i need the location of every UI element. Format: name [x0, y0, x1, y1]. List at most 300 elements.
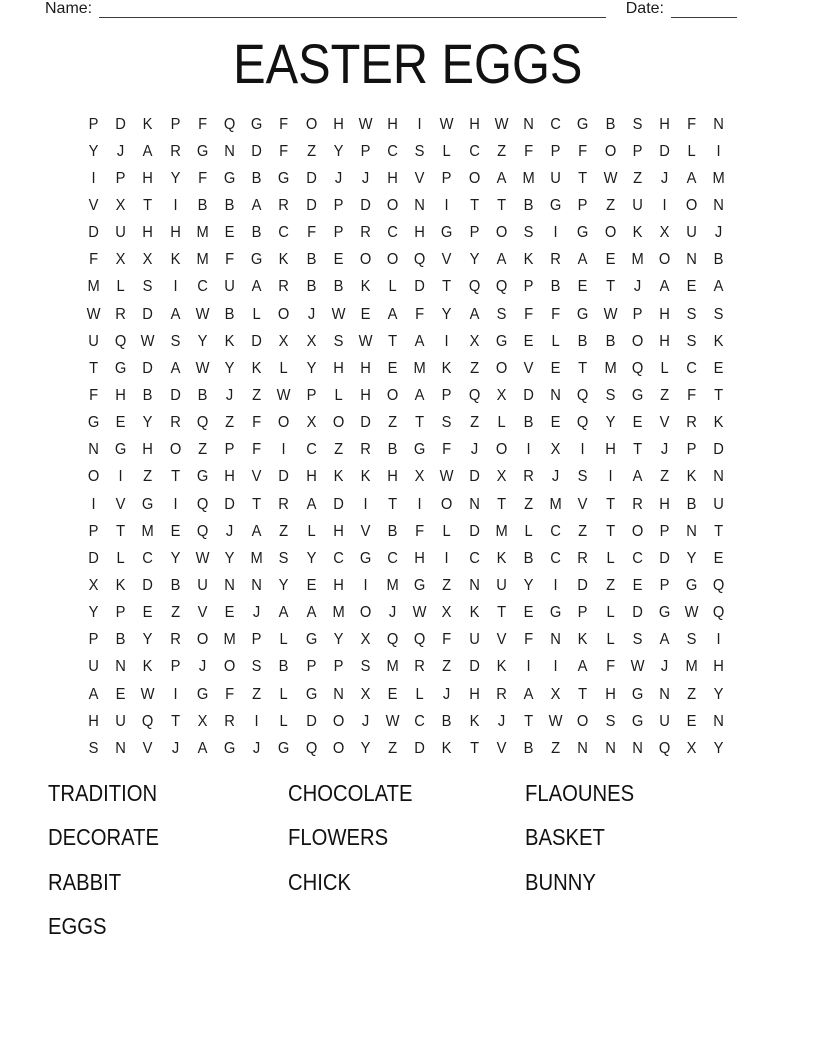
grid-letter: J: [334, 169, 342, 187]
grid-letter: Y: [333, 631, 344, 649]
grid-letter: Y: [278, 576, 289, 594]
grid-letter: F: [197, 169, 207, 187]
grid-letter: T: [388, 332, 398, 350]
grid-letter: G: [196, 468, 209, 486]
grid-letter: T: [524, 712, 534, 730]
grid-letter: D: [224, 495, 235, 513]
grid-letter: W: [195, 549, 210, 567]
grid-letter: B: [197, 386, 208, 404]
grid-letter: B: [713, 251, 724, 269]
grid-letter: V: [251, 468, 262, 486]
grid-letter: T: [578, 685, 588, 703]
grid-letter: J: [715, 224, 723, 242]
grid-letter: R: [577, 549, 589, 567]
grid-letter: N: [713, 115, 725, 133]
grid-letter: K: [632, 224, 643, 242]
grid-letter: J: [497, 712, 506, 730]
grid-letter: H: [659, 115, 670, 133]
grid-letter: X: [496, 386, 507, 404]
grid-letter: Y: [224, 549, 235, 567]
grid-letter: P: [333, 196, 344, 214]
grid-letter: S: [442, 414, 452, 432]
grid-letter: A: [659, 631, 670, 649]
grid-letter: D: [305, 196, 317, 214]
grid-letter: M: [522, 169, 535, 187]
grid-letter: Z: [469, 359, 479, 377]
grid-letter: T: [442, 278, 452, 296]
grid-letter: G: [250, 251, 263, 269]
grid-letter: Y: [713, 739, 724, 757]
grid-letter: F: [415, 522, 425, 540]
word-list-item: BASKET: [525, 824, 605, 851]
grid-letter: R: [360, 441, 371, 459]
grid-letter: I: [254, 712, 259, 730]
grid-letter: L: [116, 278, 125, 296]
grid-letter: Y: [143, 631, 153, 649]
grid-letter: T: [469, 196, 479, 214]
grid-letter: T: [632, 441, 642, 459]
grid-letter: T: [388, 495, 398, 513]
grid-letter: N: [604, 739, 616, 757]
grid-letter: R: [496, 685, 507, 703]
grid-letter: M: [223, 631, 236, 649]
grid-letter: E: [387, 685, 398, 703]
grid-letter: N: [632, 739, 643, 757]
grid-letter: J: [253, 604, 261, 622]
grid-letter: V: [496, 739, 507, 757]
grid-letter: U: [468, 631, 480, 649]
grid-letter: H: [332, 115, 344, 133]
grid-letter: A: [251, 196, 262, 214]
grid-letter: W: [358, 332, 373, 350]
grid-letter: A: [632, 468, 643, 486]
grid-letter: N: [251, 576, 263, 594]
grid-letter: H: [604, 441, 616, 459]
grid-letter: T: [252, 495, 262, 513]
grid-letter: A: [170, 305, 181, 323]
grid-letter: B: [387, 522, 398, 540]
grid-letter: Y: [88, 142, 99, 160]
grid-letter: J: [253, 739, 261, 757]
grid-letter: U: [659, 712, 670, 730]
grid-letter: D: [251, 142, 263, 160]
grid-letter: X: [360, 631, 371, 649]
grid-letter: P: [306, 386, 316, 404]
grid-letter: L: [687, 142, 696, 160]
grid-letter: L: [497, 414, 506, 432]
grid-letter: N: [577, 739, 589, 757]
grid-letter: R: [278, 495, 290, 513]
grid-letter: S: [686, 305, 697, 323]
grid-letter: O: [468, 169, 480, 187]
grid-letter: K: [143, 115, 153, 133]
grid-letter: G: [631, 685, 644, 703]
grid-letter: R: [632, 495, 643, 513]
grid-letter: J: [660, 169, 669, 187]
grid-letter: H: [305, 468, 317, 486]
grid-letter: D: [468, 658, 480, 676]
grid-letter: R: [278, 278, 290, 296]
grid-letter: Z: [333, 441, 343, 459]
grid-letter: I: [608, 468, 613, 486]
grid-letter: H: [332, 522, 344, 540]
grid-letter: J: [470, 441, 478, 459]
grid-letter: N: [659, 685, 670, 703]
grid-letter: W: [141, 332, 155, 350]
date-label: Date:: [625, 0, 664, 17]
grid-letter: I: [173, 495, 178, 513]
grid-letter: T: [605, 522, 615, 540]
word-list-item: BUNNY: [525, 868, 596, 895]
grid-letter: B: [605, 115, 616, 133]
name-label: Name:: [45, 0, 93, 17]
grid-letter: O: [495, 441, 508, 459]
grid-letter: O: [495, 359, 508, 377]
grid-letter: I: [526, 441, 531, 459]
grid-letter: Z: [225, 414, 235, 432]
grid-letter: B: [170, 576, 181, 594]
grid-letter: X: [686, 739, 697, 757]
grid-letter: L: [388, 278, 397, 296]
grid-letter: E: [550, 359, 561, 377]
grid-letter: M: [495, 522, 508, 540]
grid-letter: P: [170, 658, 181, 676]
grid-letter: I: [118, 468, 123, 486]
grid-letter: E: [632, 414, 643, 432]
grid-letter: E: [605, 251, 616, 269]
grid-letter: F: [197, 115, 207, 133]
grid-letter: Q: [196, 495, 209, 513]
grid-letter: Y: [306, 549, 316, 567]
grid-letter: S: [632, 631, 643, 649]
grid-letter: G: [87, 414, 100, 432]
grid-letter: D: [142, 576, 154, 594]
grid-letter: O: [604, 224, 616, 242]
grid-letter: X: [469, 332, 480, 350]
grid-letter: P: [659, 522, 670, 540]
grid-letter: P: [224, 441, 235, 459]
grid-letter: Q: [223, 115, 236, 133]
grid-letter: M: [196, 224, 209, 242]
grid-letter: F: [252, 441, 262, 459]
grid-letter: P: [360, 142, 371, 160]
grid-letter: F: [225, 685, 235, 703]
grid-letter: W: [331, 305, 346, 323]
grid-letter: W: [440, 468, 454, 486]
grid-letter: R: [360, 224, 371, 242]
grid-letter: J: [552, 468, 560, 486]
grid-letter: A: [578, 251, 588, 269]
grid-letter: K: [442, 739, 452, 757]
grid-letter: G: [685, 576, 698, 594]
grid-letter: P: [333, 224, 344, 242]
grid-letter: N: [115, 739, 127, 757]
grid-letter: K: [713, 414, 724, 432]
grid-letter: W: [141, 685, 155, 703]
grid-letter: F: [225, 251, 235, 269]
grid-letter: X: [550, 441, 561, 459]
grid-letter: D: [360, 196, 371, 214]
grid-letter: G: [550, 604, 562, 622]
word-list-item: EGGS: [48, 913, 107, 940]
grid-letter: S: [605, 712, 616, 730]
grid-letter: S: [686, 332, 697, 350]
grid-letter: C: [468, 142, 480, 160]
grid-letter: P: [251, 631, 262, 649]
grid-letter: N: [88, 441, 99, 459]
grid-letter: D: [88, 549, 99, 567]
grid-letter: G: [196, 685, 209, 703]
grid-letter: Y: [523, 576, 534, 594]
grid-letter: C: [468, 549, 480, 567]
grid-letter: C: [197, 278, 208, 296]
grid-letter: N: [713, 712, 725, 730]
grid-letter: P: [469, 224, 480, 242]
grid-letter: P: [333, 658, 344, 676]
grid-letter: H: [169, 224, 181, 242]
grid-letter: R: [169, 142, 181, 160]
grid-letter: F: [306, 224, 316, 242]
grid-letter: T: [143, 196, 153, 214]
grid-letter: Z: [687, 685, 697, 703]
grid-letter: A: [686, 169, 697, 187]
grid-letter: Z: [388, 414, 398, 432]
grid-letter: L: [279, 359, 289, 377]
grid-letter: R: [278, 196, 290, 214]
grid-letter: K: [115, 576, 126, 594]
grid-letter: C: [387, 549, 398, 567]
grid-letter: Z: [578, 522, 588, 540]
grid-letter: E: [170, 522, 181, 540]
grid-letter: C: [387, 224, 398, 242]
grid-letter: Z: [170, 604, 180, 622]
grid-letter: D: [169, 386, 181, 404]
grid-letter: Z: [660, 386, 670, 404]
grid-letter: Z: [605, 196, 615, 214]
grid-letter: T: [578, 359, 588, 377]
grid-letter: M: [386, 658, 399, 676]
grid-letter: V: [414, 169, 425, 187]
grid-letter: T: [89, 359, 99, 377]
grid-letter: F: [605, 658, 615, 676]
grid-letter: M: [250, 549, 263, 567]
grid-letter: D: [278, 468, 290, 486]
grid-letter: K: [360, 468, 371, 486]
grid-letter: J: [388, 604, 397, 622]
grid-letter: Q: [196, 522, 209, 540]
grid-letter: O: [359, 604, 372, 622]
grid-letter: P: [442, 169, 452, 187]
grid-letter: Z: [496, 142, 506, 160]
grid-letter: Q: [468, 278, 480, 296]
grid-letter: P: [306, 658, 316, 676]
grid-letter: Z: [524, 495, 534, 513]
grid-letter: Y: [143, 414, 153, 432]
grid-letter: I: [553, 224, 558, 242]
grid-letter: Z: [632, 169, 642, 187]
grid-letter: C: [305, 441, 317, 459]
grid-letter: U: [550, 169, 562, 187]
grid-letter: P: [442, 386, 452, 404]
grid-letter: E: [143, 604, 153, 622]
grid-letter: O: [631, 332, 644, 350]
word-list-item: RABBIT: [48, 868, 122, 895]
grid-letter: A: [278, 604, 289, 622]
grid-letter: B: [523, 549, 534, 567]
grid-letter: F: [89, 251, 99, 269]
grid-letter: B: [686, 495, 697, 513]
grid-letter: P: [115, 604, 126, 622]
grid-letter: P: [88, 631, 99, 649]
grid-letter: A: [713, 278, 724, 296]
grid-letter: B: [224, 196, 235, 214]
grid-letter: Y: [333, 142, 344, 160]
grid-letter: U: [686, 224, 698, 242]
grid-letter: N: [468, 495, 480, 513]
grid-letter: W: [195, 305, 210, 323]
grid-letter: W: [494, 115, 509, 133]
grid-letter: X: [278, 332, 289, 350]
grid-letter: Z: [306, 142, 316, 160]
grid-letter: I: [444, 332, 450, 350]
grid-letter: F: [442, 441, 452, 459]
grid-letter: T: [605, 495, 615, 513]
grid-letter: U: [88, 658, 99, 676]
grid-letter: K: [251, 359, 262, 377]
grid-letter: S: [170, 332, 181, 350]
grid-letter: L: [279, 712, 289, 730]
grid-letter: D: [142, 359, 154, 377]
grid-letter: U: [713, 495, 725, 513]
grid-letter: M: [604, 359, 617, 377]
grid-letter: O: [305, 115, 317, 133]
grid-letter: S: [278, 549, 289, 567]
grid-letter: S: [414, 142, 425, 160]
grid-letter: Z: [469, 414, 479, 432]
grid-letter: X: [115, 196, 126, 214]
grid-letter: O: [577, 712, 589, 730]
grid-letter: S: [496, 305, 507, 323]
grid-letter: D: [468, 522, 480, 540]
grid-letter: I: [173, 278, 178, 296]
grid-letter: G: [577, 305, 589, 323]
grid-letter: I: [173, 196, 178, 214]
grid-letter: T: [415, 414, 425, 432]
grid-letter: L: [279, 685, 289, 703]
grid-letter: O: [87, 468, 100, 486]
grid-letter: Y: [170, 169, 181, 187]
grid-letter: P: [578, 604, 588, 622]
grid-letter: N: [224, 142, 235, 160]
grid-letter: X: [360, 685, 371, 703]
grid-letter: E: [224, 224, 235, 242]
grid-letter: I: [91, 495, 96, 513]
grid-letter: Y: [686, 549, 697, 567]
grid-letter: Y: [88, 604, 99, 622]
grid-letter: R: [550, 251, 562, 269]
grid-letter: S: [578, 468, 588, 486]
grid-letter: I: [417, 115, 422, 133]
grid-letter: W: [603, 305, 618, 323]
grid-letter: V: [523, 359, 534, 377]
grid-letter: C: [387, 142, 398, 160]
grid-letter: J: [660, 441, 669, 459]
grid-letter: K: [469, 712, 480, 730]
grid-letter: X: [306, 414, 316, 432]
grid-letter: P: [88, 522, 99, 540]
grid-letter: U: [224, 278, 235, 296]
grid-letter: H: [332, 576, 344, 594]
grid-letter: N: [713, 468, 725, 486]
word-list-item: DECORATE: [48, 824, 159, 851]
grid-letter: P: [632, 305, 643, 323]
grid-letter: F: [687, 386, 697, 404]
grid-letter: S: [523, 224, 534, 242]
grid-letter: X: [496, 468, 507, 486]
grid-letter: H: [142, 169, 154, 187]
grid-letter: J: [443, 685, 451, 703]
grid-letter: S: [686, 631, 697, 649]
grid-letter: J: [198, 658, 207, 676]
grid-letter: V: [496, 631, 507, 649]
grid-letter: L: [442, 522, 452, 540]
grid-letter: I: [553, 576, 558, 594]
grid-letter: C: [278, 224, 290, 242]
grid-letter: W: [195, 359, 210, 377]
grid-letter: G: [278, 169, 290, 187]
grid-letter: A: [306, 495, 316, 513]
grid-letter: J: [225, 522, 234, 540]
grid-letter: L: [442, 142, 452, 160]
grid-letter: D: [659, 142, 670, 160]
grid-letter: K: [496, 658, 507, 676]
grid-letter: E: [523, 604, 534, 622]
grid-letter: Z: [442, 576, 452, 594]
grid-letter: G: [196, 142, 209, 160]
grid-letter: O: [278, 414, 290, 432]
grid-letter: U: [197, 576, 208, 594]
grid-letter: K: [686, 468, 697, 486]
grid-letter: K: [442, 359, 452, 377]
grid-letter: M: [386, 576, 399, 594]
grid-letter: K: [496, 549, 507, 567]
grid-letter: E: [387, 359, 398, 377]
grid-letter: Z: [197, 441, 207, 459]
grid-letter: N: [550, 631, 562, 649]
grid-letter: N: [686, 522, 698, 540]
grid-letter: F: [524, 142, 534, 160]
word-list-item: CHOCOLATE: [288, 780, 413, 806]
grid-letter: E: [115, 414, 126, 432]
grid-letter: E: [713, 549, 724, 567]
grid-letter: N: [414, 196, 426, 214]
grid-letter: E: [632, 576, 643, 594]
grid-letter: X: [442, 604, 452, 622]
grid-letter: F: [442, 631, 452, 649]
grid-letter: W: [630, 658, 645, 676]
grid-letter: G: [142, 495, 154, 513]
grid-letter: T: [714, 386, 724, 404]
grid-letter: H: [414, 224, 426, 242]
grid-letter: B: [387, 441, 398, 459]
grid-letter: X: [550, 685, 561, 703]
grid-letter: J: [361, 712, 370, 730]
grid-letter: F: [415, 305, 425, 323]
grid-letter: Q: [115, 332, 127, 350]
grid-letter: S: [251, 658, 262, 676]
grid-letter: A: [197, 739, 208, 757]
grid-letter: X: [414, 468, 425, 486]
